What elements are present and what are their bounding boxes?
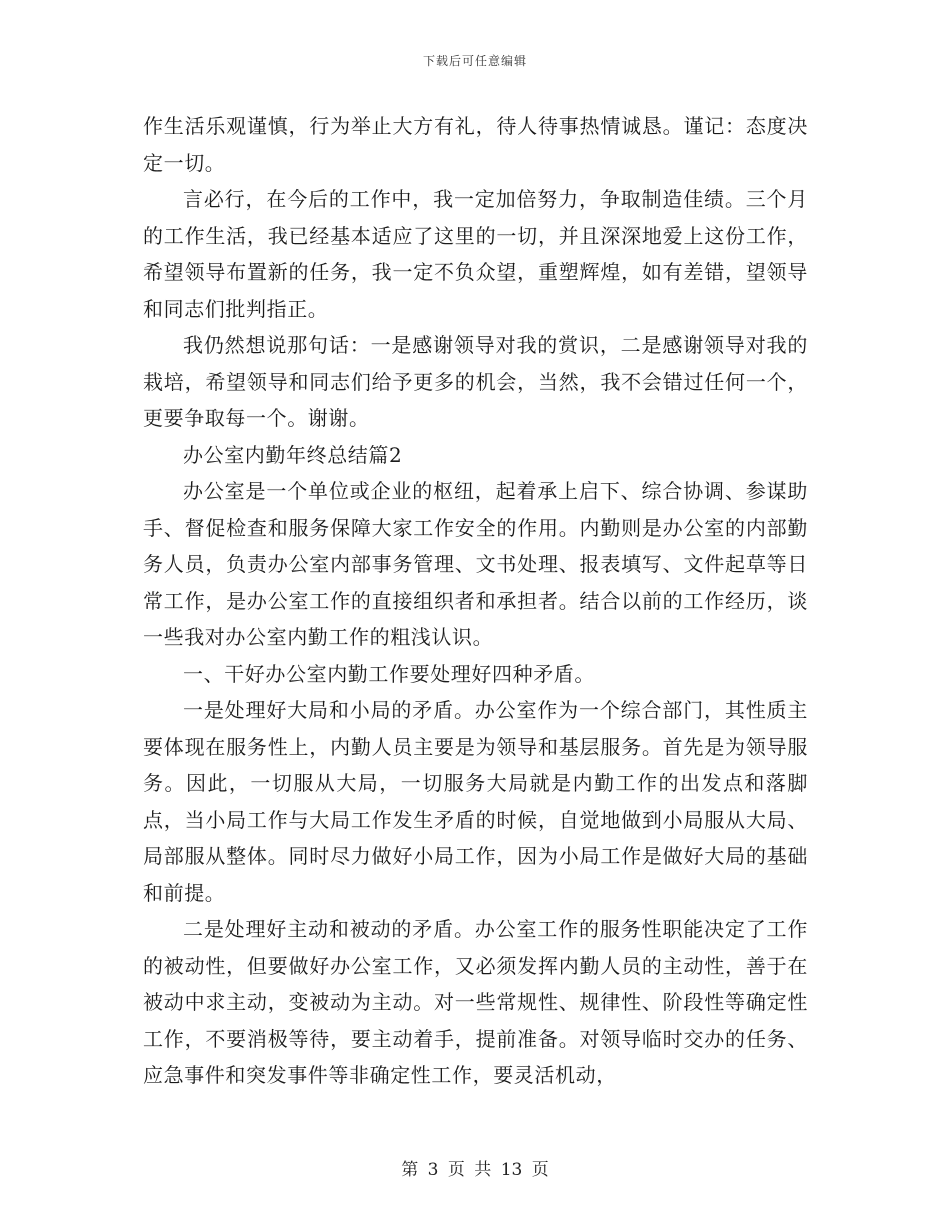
paragraph: 言必行，在今后的工作中，我一定加倍努力，争取制造佳绩。三个月的工作生活，我已经基本适应了这里的一切，并且深深地爱上这份工作，希望领导布置新的任务，我一定不负众望，重塑辉煌，如有差错，望领导和同志们批判指正。 bbox=[143, 187, 808, 321]
paragraph: 办公室是一个单位或企业的枢纽，起着承上启下、综合协调、参谋助手、督促检查和服务保障大家工作安全的作用。内勤则是办公室的内部勤务人员，负责办公室内部事务管理、文书处理、报表填写、文件起草等日常工作，是办公室工作的直接组织者和承担者。结合以前的工作经历，谈一些我对办公室内勤工作的粗浅认识。 bbox=[143, 479, 808, 649]
paragraph: 二是处理好主动和被动的矛盾。办公室工作的服务性职能决定了工作的被动性，但要做好办公室工作，又必须发挥内勤人员的主动性，善于在被动中求主动，变被动为主动。对一些常规性、规律性、阶段性等确定性工作，不要消极等待，要主动着手，提前准备。对领导临时交办的任务、应急事件和突发事件等非确定性工作，要灵活机动， bbox=[143, 917, 808, 1087]
paragraph: 一是处理好大局和小局的矛盾。办公室作为一个综合部门，其性质主要体现在服务性上，内勤人员主要是为领导和基层服务。首先是为领导服务。因此，一切服从大局，一切服务大局就是内勤工作的出发点和落脚点，当小局工作与大局工作发生矛盾的时候，自觉地做到小局服从大局、局部服从整体。同时尽力做好小局工作，因为小局工作是做好大局的基础和前提。 bbox=[143, 698, 808, 905]
section-title: 办公室内勤年终总结篇2 bbox=[183, 442, 403, 467]
subsection-heading: 一、干好办公室内勤工作要处理好四种矛盾。 bbox=[183, 661, 595, 686]
paragraph: 作生活乐观谨慎，行为举止大方有礼，待人待事热情诚恳。谨记：态度决定一切。 bbox=[143, 114, 808, 175]
page-header: 下载后可任意编辑 bbox=[422, 54, 527, 68]
paragraph: 我仍然想说那句话：一是感谢领导对我的赏识，二是感谢领导对我的栽培，希望领导和同志们给予更多的机会，当然，我不会错过任何一个，更要争取每一个。谢谢。 bbox=[143, 333, 808, 430]
page-footer: 第 3 页 共 13 页 bbox=[401, 1160, 549, 1180]
document-body bbox=[143, 108, 808, 1094]
